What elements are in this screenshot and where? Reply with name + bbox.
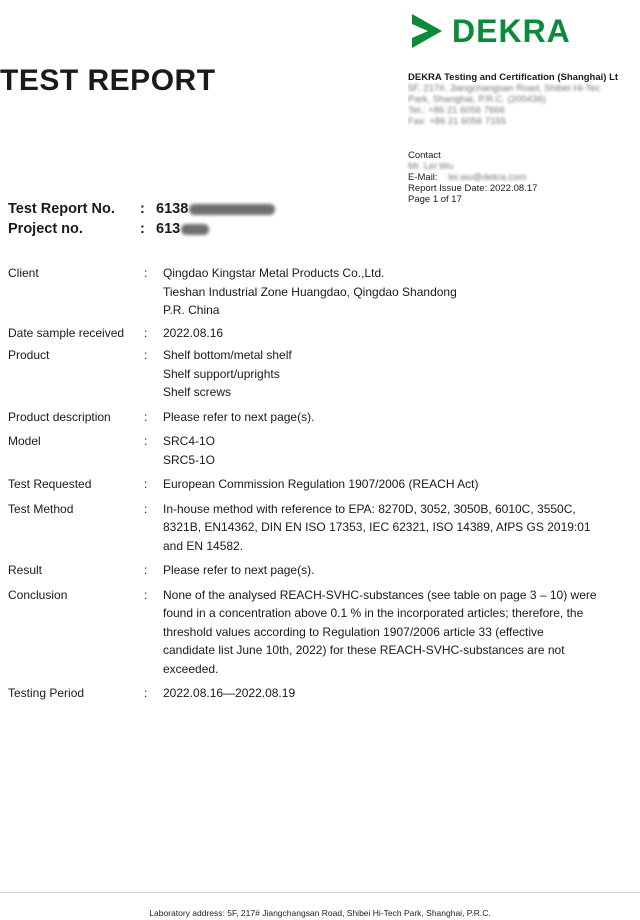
- redaction-smudge: [181, 224, 209, 235]
- colon: :: [140, 221, 145, 237]
- field-value-line: In-house method with reference to EPA: 8270D, 3052, 3050B, 6010C, 3550C,: [163, 501, 576, 516]
- company-address-line: 5F, 217#, Jiangchangsan Road, Shibei Hi-Tec: [408, 83, 601, 94]
- field-label: Product description: [8, 409, 111, 424]
- contact-name: Mr. Lei Wu: [408, 161, 454, 172]
- field-value-line: SRC4-1O: [163, 434, 216, 448]
- field-value-line: P.R. China: [163, 303, 220, 317]
- colon: :: [144, 434, 148, 448]
- field-label: Product: [8, 348, 50, 362]
- field-value-line: Qingdao Kingstar Metal Products Co.,Ltd.: [163, 266, 385, 280]
- field-value: [163, 500, 640, 556]
- company-phone: Tel.: +86 21 6056 7666: [408, 105, 505, 116]
- field-value-line: exceeded.: [163, 661, 219, 676]
- report-number-value: [156, 201, 275, 217]
- colon: :: [140, 201, 145, 217]
- colon: :: [144, 477, 148, 491]
- contact-label: Contact: [408, 150, 441, 161]
- field-label: Testing Period: [8, 686, 85, 700]
- field-label: Model: [8, 434, 41, 448]
- field-value-line: candidate list June 10th, 2022) for these REACH-SVHC-substances are not: [163, 643, 565, 657]
- field-label: Conclusion: [8, 587, 68, 602]
- field-value-line: Shelf support/uprights: [163, 366, 280, 381]
- field-value-line: Tieshan Industrial Zone Huangdao, Qingdao Shandong: [163, 284, 457, 299]
- field-label: Test Method: [8, 501, 74, 516]
- project-number-visible: 613: [156, 221, 181, 237]
- field-value-line: threshold values according to Regulation 1907/2006 article 33 (effective: [163, 624, 544, 639]
- field-value-line: 2022.08.16—2022.08.19: [163, 686, 296, 700]
- report-number-row: [8, 199, 275, 219]
- email-value: lei.wu@dekra.com: [448, 172, 527, 183]
- issue-date: Report Issue Date: 2022.08.17: [408, 183, 538, 194]
- field-value: [163, 432, 640, 469]
- dekra-arrow-icon: [410, 12, 444, 50]
- colon: :: [144, 409, 148, 424]
- field-value: [163, 264, 640, 320]
- report-number-label: Test Report No.: [8, 201, 115, 217]
- footer-divider: [0, 892, 640, 893]
- contact-block: [408, 150, 640, 205]
- field-row: [8, 561, 640, 580]
- field-value-line: None of the analysed REACH-SVHC-substances (see table on page 3 – 10) were: [163, 587, 597, 602]
- email-label: E-Mail:: [408, 172, 438, 183]
- field-value-line: European Commission Regulation 1907/2006 (REACH Act): [163, 477, 479, 491]
- field-label: Result: [8, 563, 43, 577]
- field-row: [8, 586, 640, 679]
- project-number-label: Project no.: [8, 221, 83, 237]
- field-value: [163, 561, 640, 580]
- page-number: Page 1 of 17: [408, 194, 462, 205]
- redaction-smudge: [189, 204, 275, 215]
- project-number-value: [156, 221, 209, 237]
- colon: :: [144, 266, 148, 280]
- brand-name: DEKRA: [452, 13, 571, 49]
- field-value: [163, 346, 640, 402]
- field-value-line: 2022.08.16: [163, 325, 224, 340]
- company-fax: Fax: +86 21 6056 7155: [408, 116, 506, 127]
- colon: :: [144, 501, 148, 516]
- field-value-line: Please refer to next page(s).: [163, 563, 315, 577]
- field-value: [163, 475, 640, 494]
- field-row: [8, 500, 640, 556]
- colon: :: [144, 325, 148, 340]
- company-address-line: Park, Shanghai, P.R.C. (200436): [408, 94, 546, 105]
- field-value: [163, 586, 640, 679]
- report-fields: [8, 264, 640, 703]
- field-value-line: Please refer to next page(s).: [163, 409, 315, 424]
- page-title: TEST REPORT: [0, 64, 216, 97]
- colon: :: [144, 587, 148, 602]
- field-value: [163, 324, 640, 343]
- lab-address: Laboratory address: 5F, 217# Jiangchangsan Road, Shibei Hi-Tech Park, Shanghai, P.R.C.: [149, 908, 491, 918]
- field-value-line: 8321B, EN14362, DIN EN ISO 17353, IEC 62321, ISO 14389, AfPS GS 2019:01: [163, 520, 591, 534]
- field-label: Test Requested: [8, 477, 92, 491]
- email-row: [408, 172, 640, 183]
- field-value-line: found in a concentration above 0.1 % in the incorporated articles; therefore, the: [163, 606, 584, 620]
- field-value-line: Shelf bottom/metal shelf: [163, 348, 292, 362]
- field-value-line: SRC5-1O: [163, 452, 216, 467]
- field-row: [8, 432, 640, 469]
- field-row: [8, 324, 640, 343]
- colon: :: [144, 686, 148, 700]
- project-number-row: [8, 219, 275, 239]
- field-row: [8, 684, 640, 703]
- report-identifiers: [8, 199, 275, 239]
- field-value: [163, 408, 640, 427]
- field-row: [8, 346, 640, 402]
- field-row: [8, 475, 640, 494]
- company-block: [408, 72, 640, 127]
- colon: :: [144, 563, 148, 577]
- field-label: Client: [8, 266, 39, 280]
- field-value: [163, 684, 640, 703]
- colon: :: [144, 348, 148, 362]
- report-number-visible: 6138: [156, 201, 189, 217]
- field-row: [8, 264, 640, 320]
- field-value-line: Shelf screws: [163, 385, 232, 399]
- field-row: [8, 408, 640, 427]
- field-label: Date sample received: [8, 325, 125, 340]
- company-name: DEKRA Testing and Certification (Shanghai) Lt: [408, 72, 619, 83]
- field-value-line: and EN 14582.: [163, 538, 244, 553]
- dekra-logo: [410, 10, 571, 52]
